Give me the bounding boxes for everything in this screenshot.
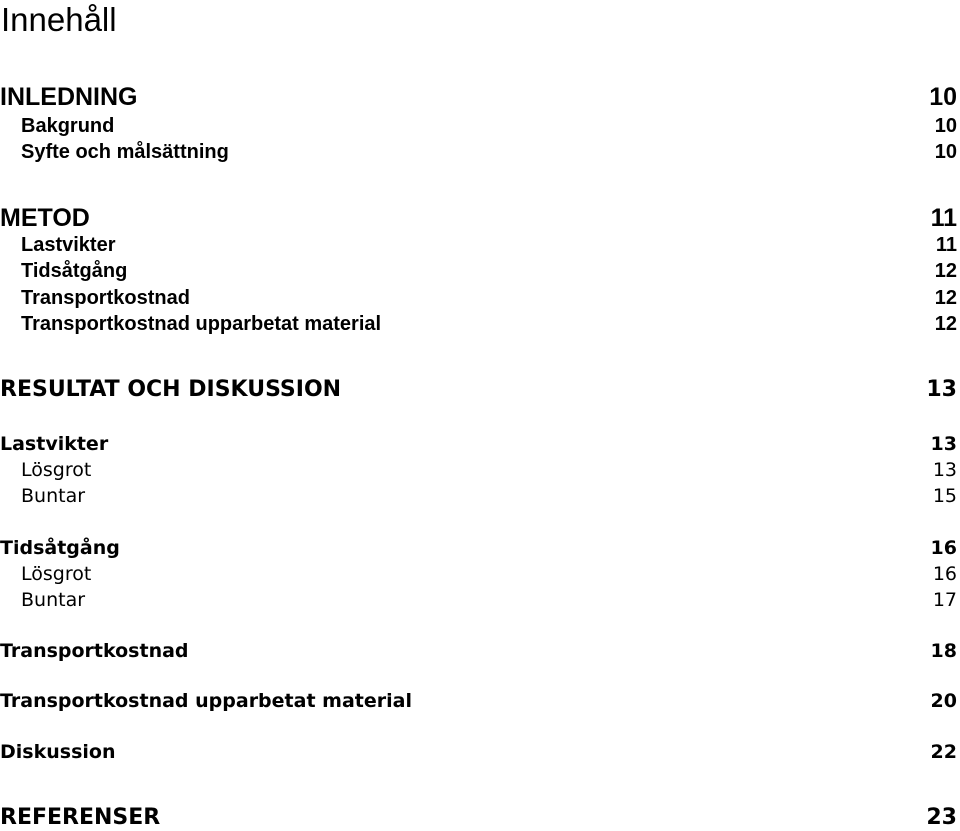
toc-entry-inledning[interactable]	[0, 84, 960, 110]
toc-entry-text: REFERENSER	[0, 805, 161, 830]
toc-entry-losgrot-lastvikter[interactable]	[0, 458, 960, 482]
toc-page-number: 22	[930, 741, 957, 763]
toc-page-number: 13	[930, 433, 957, 455]
toc-page-number: 16	[930, 537, 957, 559]
toc-page-number: 13	[926, 377, 957, 402]
toc-entry-text: Transportkostnad	[21, 287, 190, 309]
toc-entry-tidsatgang-metod[interactable]	[0, 259, 960, 283]
toc-entry-lastvikter[interactable]	[0, 432, 960, 456]
toc-page-number: 13	[932, 459, 957, 481]
toc-page-number: 23	[926, 805, 957, 830]
toc-page-number: 12	[934, 287, 957, 309]
toc-page-number: 12	[934, 260, 957, 282]
toc-page-number: 10	[934, 115, 957, 137]
toc-entry-text: Buntar	[21, 485, 86, 507]
toc-page-number: 10	[929, 83, 957, 111]
toc-entry-bakgrund[interactable]	[0, 114, 960, 138]
toc-entry-lastvikter-metod[interactable]	[0, 233, 960, 257]
toc-page-number: 11	[935, 234, 957, 256]
toc-entry-text: Transportkostnad upparbetat material	[21, 313, 382, 335]
page-title: Innehåll	[1, 1, 117, 38]
toc-entry-text: Buntar	[21, 589, 86, 611]
toc-entry-text: Lösgrot	[21, 459, 92, 481]
toc-entry-diskussion[interactable]	[0, 740, 960, 764]
toc-entry-text: Transportkostnad	[0, 640, 189, 662]
toc-entry-text: Lösgrot	[21, 563, 92, 585]
toc-entry-metod[interactable]	[0, 205, 960, 231]
toc-entry-text: Diskussion	[0, 741, 116, 763]
toc-page-number: 15	[932, 485, 957, 507]
toc-entry-text: Tidsåtgång	[0, 537, 120, 559]
toc-entry-transportkostnad-metod[interactable]	[0, 286, 960, 310]
toc-page-number: 16	[932, 563, 957, 585]
toc-entry-text: INLEDNING	[0, 83, 138, 111]
toc-entry-tidsatgang[interactable]	[0, 536, 960, 560]
toc-page-number: 12	[934, 313, 957, 335]
toc-entry-text: Bakgrund	[21, 115, 115, 137]
toc-entry-transportkostnad-upparbetat-metod[interactable]	[0, 312, 960, 336]
toc-entry-text: Lastvikter	[0, 433, 109, 455]
toc-entry-text: Lastvikter	[21, 234, 116, 256]
toc-entry-transportkostnad-upparbetat[interactable]	[0, 689, 960, 713]
toc-page-number: 18	[930, 640, 957, 662]
toc-page-number: 11	[930, 204, 957, 232]
toc-entry-text: Syfte och målsättning	[21, 141, 229, 163]
toc-entry-buntar-tidsatgang[interactable]	[0, 588, 960, 612]
toc-entry-transportkostnad[interactable]	[0, 639, 960, 663]
toc-entry-referenser[interactable]	[0, 805, 960, 831]
toc-entry-text: Tidsåtgång	[21, 260, 128, 282]
toc-page-number: 10	[934, 141, 957, 163]
toc-entry-text: Transportkostnad upparbetat material	[0, 690, 412, 712]
toc-entry-buntar-lastvikter[interactable]	[0, 484, 960, 508]
toc-entry-syfte[interactable]	[0, 140, 960, 164]
toc-page-number: 20	[930, 690, 957, 712]
toc-entry-text: METOD	[0, 204, 90, 232]
toc-entry-text: RESULTAT OCH DISKUSSION	[0, 377, 342, 402]
toc-entry-resultat-och-diskussion[interactable]	[0, 377, 960, 403]
toc-page-number: 17	[932, 589, 957, 611]
toc-entry-losgrot-tidsatgang[interactable]	[0, 562, 960, 586]
